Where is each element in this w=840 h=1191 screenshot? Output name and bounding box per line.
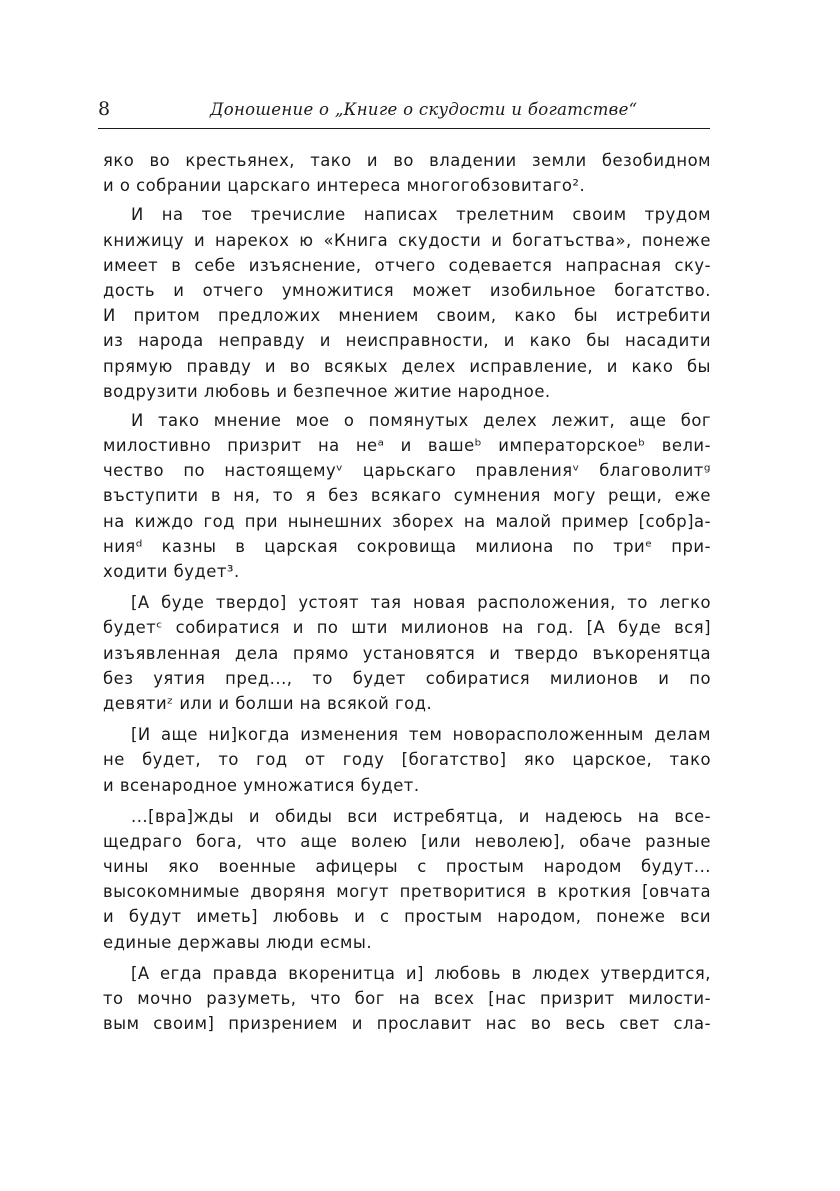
text-line: и о собрании царскаго интереса многогобзовитаго². (103, 176, 586, 196)
text-line: и будут иметь] любовь и с простым народом, понеже вси (103, 907, 711, 927)
text-line: девятиᶻ или и болши на всякой год. (103, 693, 433, 713)
text-line: вым своим] призрением и прославит нас во весь свет сла- (103, 1014, 711, 1034)
body-text (103, 148, 711, 1036)
text-line: изъявленная дела прямо установятся и твердо въкоренятца (103, 643, 711, 663)
text-line: [А егда правда вкоренитца и] любовь в людех утвердится, (131, 963, 711, 983)
text-line: яко во крестьянех, тако и во владении земли безобидном (103, 151, 711, 170)
text-line: на киждо год при нынешних зборех на малой пример [собр]а- (103, 511, 711, 531)
text-line: водрузити любовь и безпечное житие народное. (103, 381, 551, 401)
text-line: нияᵈ казны в царская сокровища милиона по триᵉ при- (103, 536, 711, 556)
paragraph (103, 590, 711, 716)
text-line: чество по настоящемуᵛ царьскаго правленияᵛ благоволитᵍ (103, 461, 711, 481)
text-line: чины яко военные афицеры с простым народом будут... (103, 857, 711, 877)
text-line: из народа неправду и неисправности, и како бы насадити (103, 331, 711, 351)
text-line: [А буде твердо] устоят тая новая расположения, то легко (131, 593, 711, 613)
text-line: высокомнимые дворяня могут претворитися в кроткия [овчата (103, 882, 711, 902)
text-line: И на тое тречислие написах трелетним своим трудом (131, 205, 711, 225)
text-line: И притом предложих мнением своим, како бы истребити (103, 306, 711, 326)
text-line: единые державы люди есмы. (103, 932, 373, 952)
text-line: дость и отчего умножитися может изобильное богатство. (103, 280, 711, 300)
text-line: прямую правду и во всякых делех исправление, и како бы (103, 356, 711, 376)
text-line: ...[вра]жды и обиды вси истребятца, и надеюсь на все- (131, 806, 711, 826)
paragraph (103, 804, 711, 955)
text-line: И тако мнение мое о помянутых делех лежит, аще бог (131, 410, 711, 430)
text-line: без уятия пред..., то будет собиратися милионов и по (103, 668, 711, 688)
text-line: ходити будет³. (103, 562, 240, 581)
text-line: щедраго бога, что аще волею [или неволею], обаче разные (103, 831, 711, 851)
paragraph (103, 722, 711, 798)
text-line: милостивно призрит на неᵃ и вашеᵇ императорскоеᵇ вели- (103, 436, 711, 456)
text-line: книжицу и нарекох ю «Книга скудости и богатъства», понеже (103, 230, 711, 250)
text-line: въступити в ня, то я без всякаго сумнения могу рещи, еже (103, 486, 711, 506)
text-line: то мочно разуметь, что бог на всех [нас призрит милости- (103, 989, 711, 1008)
text-line: и всенародное умножатися будет. (103, 775, 420, 795)
text-line: [И аще ни]когда изменения тем новорасположенным делам (131, 725, 711, 745)
running-head: Доношение о „Книге о скудости и богатстве“ (210, 100, 638, 119)
paragraph (103, 148, 711, 198)
text-line: будетᶜ собиратися и по шти милионов на год. [А буде вся] (103, 618, 711, 638)
paragraph (103, 961, 711, 1037)
header-rule (98, 128, 710, 129)
page-header (98, 98, 710, 126)
text-line: имеет в себе изъяснение, отчего содевается напрасная ску- (103, 255, 711, 275)
paragraph (103, 408, 711, 584)
text-line: не будет, то год от году [богатство] яко царское, тако (103, 750, 711, 770)
page-number: 8 (98, 98, 111, 120)
paragraph (103, 202, 711, 404)
